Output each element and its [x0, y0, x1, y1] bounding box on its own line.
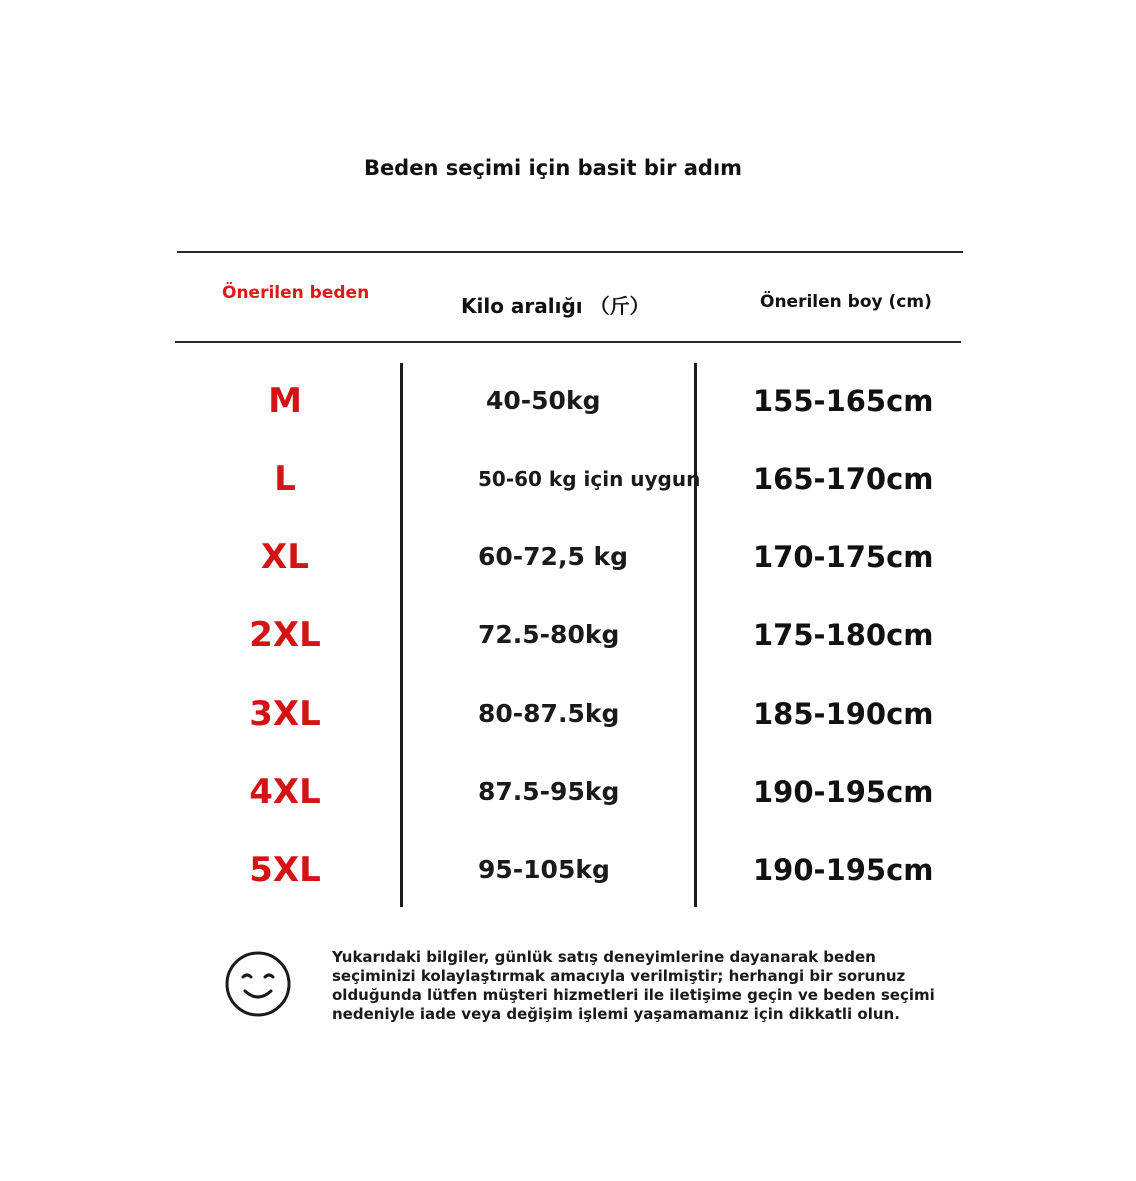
table-row: [0, 840, 1136, 900]
table-row: [0, 449, 1136, 509]
table-top-rule: [177, 251, 963, 253]
height-cell: 190-195cm: [753, 775, 934, 809]
table-row: [0, 371, 1136, 431]
header-recommended-height: Önerilen boy (cm): [760, 292, 932, 312]
note-line: seçiminizi kolaylaştırmak amacıyla verilmiştir; herhangi bir sorunuz: [332, 967, 906, 985]
height-cell: 190-195cm: [753, 853, 934, 887]
weight-cell: 72.5-80kg: [478, 620, 620, 649]
header-weight-range: Kilo aralığı （斤）: [461, 294, 650, 318]
size-cell: 4XL: [249, 772, 321, 812]
weight-cell: 50-60 kg için uygun: [478, 467, 701, 491]
size-cell: M: [268, 381, 302, 421]
height-cell: 175-180cm: [753, 618, 934, 652]
note-line: nedeniyle iade veya değişim işlemi yaşamamanız için dikkatli olun.: [332, 1005, 900, 1023]
weight-cell: 80-87.5kg: [478, 699, 620, 728]
height-cell: 185-190cm: [753, 697, 934, 731]
header-recommended-size: Önerilen beden: [222, 283, 370, 303]
size-cell: 2XL: [249, 615, 321, 655]
note-line: olduğunda lütfen müşteri hizmetleri ile iletişime geçin ve beden seçimi: [332, 986, 935, 1004]
weight-cell: 95-105kg: [478, 855, 610, 884]
disclaimer-note: [332, 948, 935, 1024]
weight-cell: 40-50kg: [486, 386, 601, 415]
table-row: [0, 762, 1136, 822]
table-row: [0, 684, 1136, 744]
size-cell: L: [274, 459, 296, 499]
table-row: [0, 605, 1136, 665]
page-title: Beden seçimi için basit bir adım: [363, 156, 743, 180]
smiley-face-icon: [225, 951, 291, 1017]
note-line: Yukarıdaki bilgiler, günlük satış deneyimlerine dayanarak beden: [332, 948, 876, 966]
table-header-rule: [175, 341, 961, 343]
height-cell: 170-175cm: [753, 540, 934, 574]
table-row: [0, 527, 1136, 587]
height-cell: 155-165cm: [753, 384, 934, 418]
size-cell: XL: [261, 537, 309, 577]
weight-cell: 87.5-95kg: [478, 777, 620, 806]
height-cell: 165-170cm: [753, 462, 934, 496]
size-cell: 3XL: [249, 694, 321, 734]
weight-cell: 60-72,5 kg: [478, 542, 629, 571]
size-cell: 5XL: [249, 850, 321, 890]
